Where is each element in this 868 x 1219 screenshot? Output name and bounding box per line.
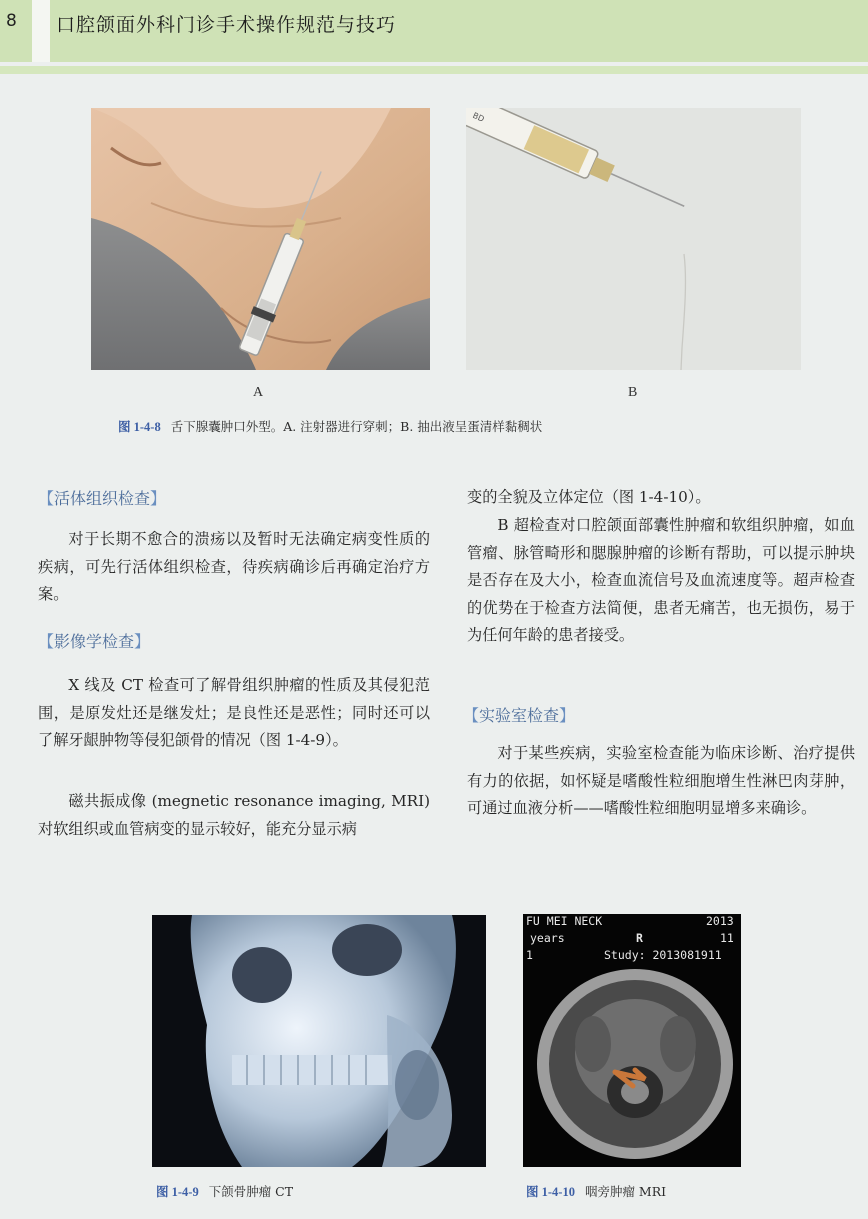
mri-overlay-series: 1 xyxy=(526,948,533,962)
ultrasound-paragraph: B 超检查对口腔颌面部囊性肿瘤和软组织肿瘤，如血管瘤、脉管畸形和腮腺肿瘤的诊断有帮助，可以提示肿块是否存在及大小，检查血流信号及血流速度等。超声检查的优势在于检查方法简便，患者无痛苦，也无损伤，易于为任何年龄的患者接受。 xyxy=(467,516,855,644)
lab-heading-text: 实验室检查 xyxy=(479,706,560,725)
biopsy-paragraph: 对于长期不愈合的溃疡以及暂时无法确定病变性质的疾病，可先行活体组织检查，待疾病确诊后再确定治疗方案。 xyxy=(38,530,430,603)
figure-1-4-8-caption xyxy=(118,417,542,435)
figure-1-4-9-number: 图 1-4-9 xyxy=(156,1185,199,1199)
svg-text:BD: BD xyxy=(471,110,486,124)
mri-overlay-study: Study: 2013081911 xyxy=(604,948,722,962)
figure-1-4-10-caption-text: 咽旁肿瘤 MRI xyxy=(584,1184,667,1199)
imaging-heading-text: 影像学检查 xyxy=(54,632,135,651)
mri-overlay-year: 2013 xyxy=(706,914,734,928)
header-divider xyxy=(32,0,50,62)
mri-overlay-marker: R xyxy=(636,931,643,945)
header-rule xyxy=(0,66,868,74)
mri-overlay-years: years xyxy=(530,931,565,945)
biopsy-heading-text: 活体组织检查 xyxy=(54,489,151,508)
figure-1-4-10-number: 图 1-4-10 xyxy=(526,1185,575,1199)
mri-overlay-num: 11 xyxy=(720,931,734,945)
figure-1-4-8-caption-text: 舌下腺囊肿口外型。A. 注射器进行穿刺；B. 抽出液呈蛋清样黏稠状 xyxy=(170,419,543,434)
figure-1-4-8-label-a: A xyxy=(253,385,264,400)
figure-1-4-9-caption xyxy=(156,1182,293,1200)
figure-1-4-10-caption xyxy=(526,1182,666,1200)
lab-paragraph: 对于某些疾病，实验室检查能为临床诊断、治疗提供有力的依据，如怀疑是嗜酸性粒细胞增生性淋巴肉芽肿，可通过血液分析——嗜酸性粒细胞明显增多来确诊。 xyxy=(467,744,855,817)
book-title: 口腔颌面外科门诊手术操作规范与技巧 xyxy=(56,14,397,36)
biopsy-heading: 【活体组织检查】 xyxy=(38,489,167,508)
mri-overlay-patient: FU MEI NECK xyxy=(526,914,603,928)
imaging-paragraph-1: X 线及 CT 检查可了解骨组织肿瘤的性质及其侵犯范围，是原发灶还是继发灶；是良性还是恶性；同时还可以了解牙龈肿物等侵犯颌骨的情况（图 1-4-9）。 xyxy=(38,676,430,749)
figure-1-4-8-a-photo xyxy=(91,108,430,370)
imaging-heading: 【影像学检查】 xyxy=(38,632,151,651)
figure-1-4-9-caption-text: 下颌骨肿瘤 CT xyxy=(208,1184,294,1199)
figure-1-4-8-number: 图 1-4-8 xyxy=(118,420,161,434)
right-continuation: 变的全貌及立体定位（图 1-4-10）。 xyxy=(467,488,711,506)
figure-1-4-9-ct-image xyxy=(152,915,486,1167)
page-number: 8 xyxy=(6,11,17,31)
lab-heading: 【实验室检查】 xyxy=(463,706,576,725)
figure-1-4-8-b-photo xyxy=(466,108,801,370)
figure-1-4-8-label-b: B xyxy=(628,385,638,400)
imaging-paragraph-2: 磁共振成像 (megnetic resonance imaging, MRI) 对软组织或血管病变的显示较好，能充分显示病 xyxy=(38,792,430,838)
